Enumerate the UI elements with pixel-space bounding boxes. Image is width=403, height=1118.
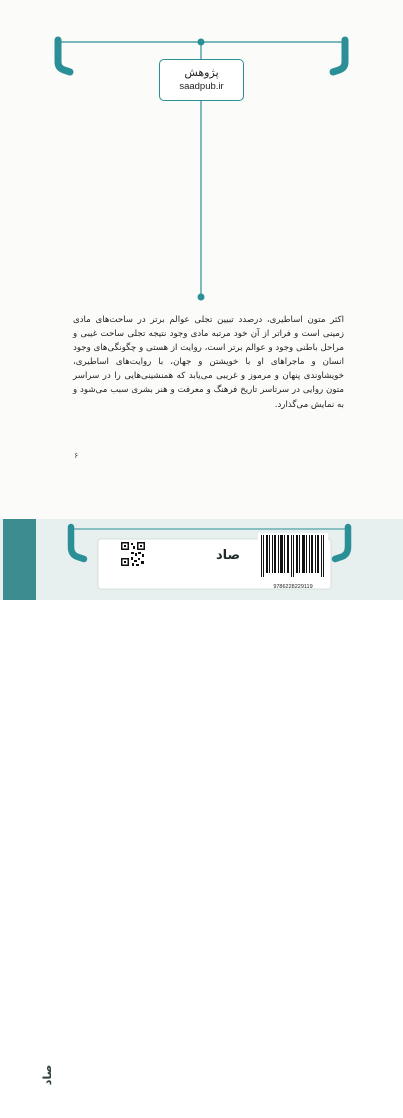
website-url: saadpub.ir	[179, 81, 224, 92]
publisher-label-box	[159, 59, 244, 101]
publisher-logo: صاد	[216, 548, 241, 563]
left-bracket-shape	[58, 40, 70, 72]
isbn-number: 9786228229119	[273, 584, 313, 590]
bottom-left-bracket	[71, 527, 84, 559]
stray-mark: ۶	[74, 451, 79, 460]
top-frame-lines	[0, 0, 403, 310]
bottom-frame-lines	[0, 519, 403, 600]
bottom-dot	[198, 294, 205, 301]
qr-code-icon	[120, 541, 146, 567]
blurb-paragraph: اکثر متون اساطیری، درصدد تبیین تجلی عوالم برتر در ساحت‌های مادی زمینی است و فراتر از آن خود مرتبه مادی وجود نتیجه تجلی ساحت غیبی و مراحل باطنی وجود و عوالم برتر است، روایت از هستی و چگونگی‌های وجود انسان و ماجراهای او با خویشتن و جهان، با روایت‌های اساطیری، خویشاوندی پنهان و مرموز و غریبی می‌یابد که همنشینی‌هایی را در سراسر متون روایی در سرتاسر تاریخ فرهنگ و معرفت و هنر بشری سبب می‌شود و به نمایش می‌گذارد.	[73, 315, 344, 410]
bottom-right-bracket	[335, 527, 348, 559]
right-bracket-shape	[333, 40, 345, 72]
series-label: پژوهش	[184, 66, 219, 79]
price-label: ۲۴۹ هزار تومان	[8, 1045, 18, 1110]
brand-side-label: صاد	[41, 1064, 54, 1086]
barcode-icon	[258, 533, 328, 579]
